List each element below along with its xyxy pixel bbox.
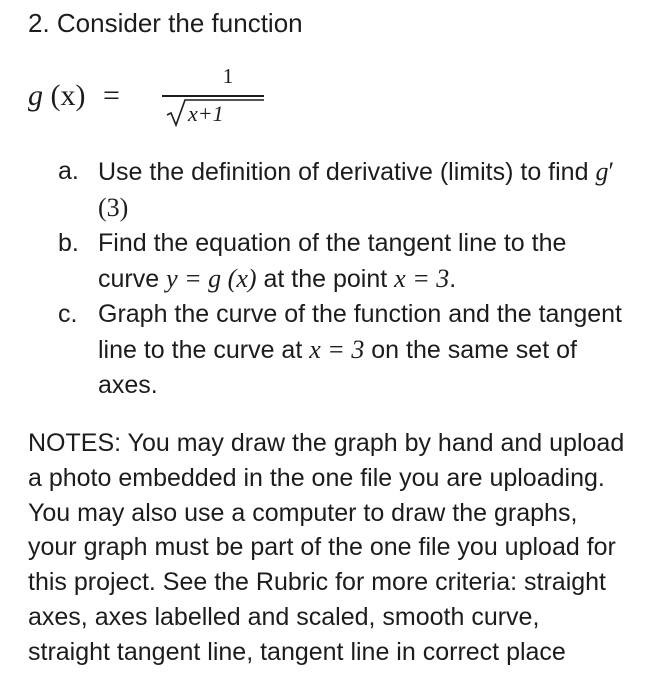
part-text: at the point — [256, 265, 395, 293]
formula-denominator — [166, 98, 264, 128]
part-text: . — [449, 265, 457, 293]
fraction-bar — [162, 95, 264, 97]
formula-function-name: g — [28, 79, 43, 112]
part-a — [58, 154, 628, 226]
formula-argument: (x) — [50, 79, 86, 112]
part-marker: c. — [58, 300, 78, 328]
part-marker: a. — [58, 157, 79, 185]
formula-radicand: x+1 — [188, 101, 224, 126]
part-text: on the same set of axes. — [98, 336, 577, 399]
part-text: Use the definition of derivative (limits) to find — [98, 158, 596, 186]
formula-lhs — [28, 78, 120, 114]
math-expression: x = 3 — [394, 264, 450, 293]
part-marker: b. — [58, 229, 79, 257]
formula-numerator: 1 — [222, 64, 234, 88]
problem-parts-list — [58, 154, 628, 403]
part-c — [58, 297, 628, 403]
math-expression: y = g (x) — [166, 264, 257, 293]
part-text: Graph the curve of the function and the tangent line to the curve at — [98, 300, 622, 364]
math-prime: ′ — [608, 157, 615, 186]
problem-heading: 2. Consider the function — [28, 8, 303, 38]
function-formula — [28, 64, 288, 134]
part-b — [58, 226, 628, 297]
math-argument: (3) — [98, 193, 129, 222]
part-text: Find the equation of the tangent line to the curve — [98, 229, 567, 293]
math-function: g — [595, 157, 609, 186]
formula-equals: = — [102, 79, 120, 112]
math-expression: x = 3 — [309, 335, 365, 364]
formula-fraction — [162, 64, 264, 130]
notes-paragraph: NOTES: You may draw the graph by hand and upload a photo embedded in the one file you are uploading. You may also use a computer to draw the graphs, your graph must be part of the one file you upload for this project. See the Rubric for more criteria: straight axes, axes labelled and scaled, smooth curve, straight tangent line, tangent line in correct place — [28, 429, 625, 666]
